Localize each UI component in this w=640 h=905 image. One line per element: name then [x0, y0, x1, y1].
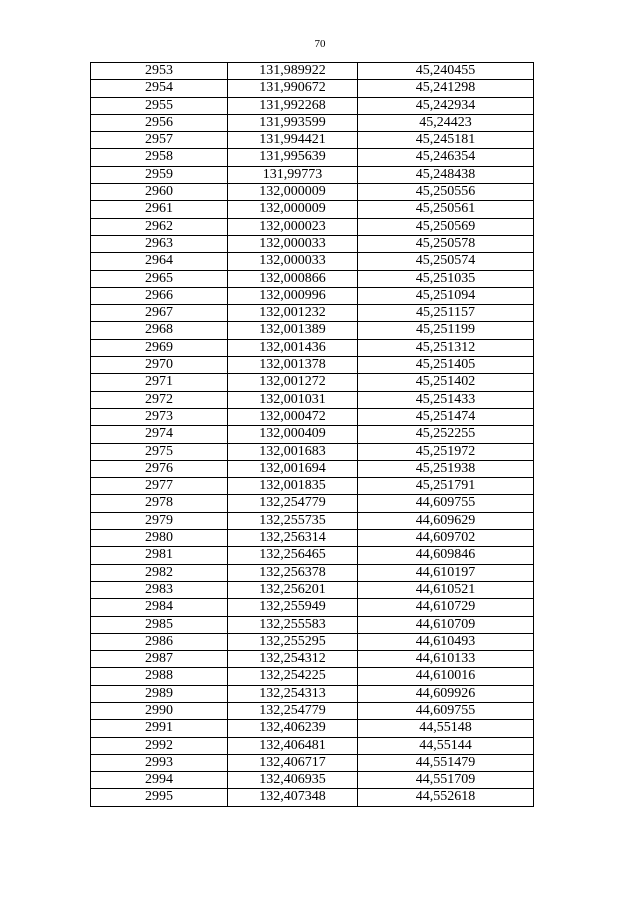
y-coordinate-cell: 44,610493	[358, 633, 534, 650]
table-row	[91, 97, 534, 114]
y-coordinate-cell: 44,610709	[358, 616, 534, 633]
y-coordinate-cell: 45,252255	[358, 426, 534, 443]
y-coordinate-cell: 45,248438	[358, 166, 534, 183]
point-number-cell: 2964	[91, 253, 228, 270]
table-row	[91, 374, 534, 391]
point-number-cell: 2981	[91, 547, 228, 564]
x-coordinate-cell: 132,254312	[228, 651, 358, 668]
table-row	[91, 80, 534, 97]
table-row	[91, 201, 534, 218]
y-coordinate-cell: 45,251094	[358, 287, 534, 304]
table-row	[91, 702, 534, 719]
y-coordinate-cell: 44,610133	[358, 651, 534, 668]
table-row	[91, 651, 534, 668]
x-coordinate-cell: 132,256201	[228, 581, 358, 598]
x-coordinate-cell: 132,255295	[228, 633, 358, 650]
table-row	[91, 478, 534, 495]
point-number-cell: 2979	[91, 512, 228, 529]
point-number-cell: 2967	[91, 305, 228, 322]
x-coordinate-cell: 132,255583	[228, 616, 358, 633]
point-number-cell: 2973	[91, 408, 228, 425]
point-number-cell: 2965	[91, 270, 228, 287]
point-number-cell: 2976	[91, 460, 228, 477]
y-coordinate-cell: 44,55144	[358, 737, 534, 754]
table-row	[91, 599, 534, 616]
point-number-cell: 2977	[91, 478, 228, 495]
x-coordinate-cell: 132,001389	[228, 322, 358, 339]
table-row	[91, 184, 534, 201]
y-coordinate-cell: 45,250578	[358, 235, 534, 252]
point-number-cell: 2968	[91, 322, 228, 339]
table-row	[91, 633, 534, 650]
point-number-cell: 2959	[91, 166, 228, 183]
x-coordinate-cell: 132,256378	[228, 564, 358, 581]
point-number-cell: 2988	[91, 668, 228, 685]
table-row	[91, 685, 534, 702]
x-coordinate-cell: 132,001272	[228, 374, 358, 391]
x-coordinate-cell: 131,990672	[228, 80, 358, 97]
point-number-cell: 2990	[91, 702, 228, 719]
table-row	[91, 391, 534, 408]
point-number-cell: 2993	[91, 754, 228, 771]
y-coordinate-cell: 45,251938	[358, 460, 534, 477]
table-row	[91, 287, 534, 304]
table-row	[91, 720, 534, 737]
table-row	[91, 357, 534, 374]
point-number-cell: 2961	[91, 201, 228, 218]
table-row	[91, 149, 534, 166]
x-coordinate-cell: 132,254779	[228, 702, 358, 719]
point-number-cell: 2954	[91, 80, 228, 97]
y-coordinate-cell: 45,250574	[358, 253, 534, 270]
x-coordinate-cell: 132,255735	[228, 512, 358, 529]
x-coordinate-cell: 132,000009	[228, 184, 358, 201]
x-coordinate-cell: 132,001378	[228, 357, 358, 374]
x-coordinate-cell: 131,995639	[228, 149, 358, 166]
coordinates-table	[90, 62, 534, 807]
x-coordinate-cell: 132,406481	[228, 737, 358, 754]
table-row	[91, 426, 534, 443]
x-coordinate-cell: 132,256465	[228, 547, 358, 564]
table-row	[91, 754, 534, 771]
y-coordinate-cell: 45,245181	[358, 132, 534, 149]
x-coordinate-cell: 132,256314	[228, 530, 358, 547]
y-coordinate-cell: 45,250561	[358, 201, 534, 218]
table-row	[91, 114, 534, 131]
point-number-cell: 2962	[91, 218, 228, 235]
table-row	[91, 443, 534, 460]
table-row	[91, 547, 534, 564]
x-coordinate-cell: 132,406935	[228, 772, 358, 789]
table-row	[91, 772, 534, 789]
y-coordinate-cell: 44,609926	[358, 685, 534, 702]
table-row	[91, 166, 534, 183]
y-coordinate-cell: 45,251474	[358, 408, 534, 425]
table-row	[91, 512, 534, 529]
y-coordinate-cell: 44,609702	[358, 530, 534, 547]
point-number-cell: 2957	[91, 132, 228, 149]
y-coordinate-cell: 45,251405	[358, 357, 534, 374]
x-coordinate-cell: 132,406717	[228, 754, 358, 771]
y-coordinate-cell: 45,242934	[358, 97, 534, 114]
y-coordinate-cell: 45,251157	[358, 305, 534, 322]
x-coordinate-cell: 131,993599	[228, 114, 358, 131]
table-row	[91, 253, 534, 270]
y-coordinate-cell: 45,246354	[358, 149, 534, 166]
point-number-cell: 2966	[91, 287, 228, 304]
y-coordinate-cell: 44,551709	[358, 772, 534, 789]
point-number-cell: 2982	[91, 564, 228, 581]
x-coordinate-cell: 132,001031	[228, 391, 358, 408]
y-coordinate-cell: 44,551479	[358, 754, 534, 771]
y-coordinate-cell: 45,241298	[358, 80, 534, 97]
point-number-cell: 2995	[91, 789, 228, 806]
point-number-cell: 2986	[91, 633, 228, 650]
y-coordinate-cell: 45,251433	[358, 391, 534, 408]
table-row	[91, 339, 534, 356]
point-number-cell: 2969	[91, 339, 228, 356]
y-coordinate-cell: 44,609755	[358, 702, 534, 719]
x-coordinate-cell: 132,001683	[228, 443, 358, 460]
point-number-cell: 2989	[91, 685, 228, 702]
point-number-cell: 2987	[91, 651, 228, 668]
point-number-cell: 2992	[91, 737, 228, 754]
y-coordinate-cell: 45,240455	[358, 63, 534, 80]
table-row	[91, 737, 534, 754]
y-coordinate-cell: 44,552618	[358, 789, 534, 806]
table-row	[91, 218, 534, 235]
point-number-cell: 2956	[91, 114, 228, 131]
x-coordinate-cell: 132,406239	[228, 720, 358, 737]
table-row	[91, 270, 534, 287]
point-number-cell: 2971	[91, 374, 228, 391]
point-number-cell: 2960	[91, 184, 228, 201]
point-number-cell: 2963	[91, 235, 228, 252]
table-row	[91, 564, 534, 581]
y-coordinate-cell: 45,251312	[358, 339, 534, 356]
table-row	[91, 581, 534, 598]
x-coordinate-cell: 132,000866	[228, 270, 358, 287]
x-coordinate-cell: 131,99773	[228, 166, 358, 183]
y-coordinate-cell: 45,251791	[358, 478, 534, 495]
x-coordinate-cell: 132,001694	[228, 460, 358, 477]
x-coordinate-cell: 132,254225	[228, 668, 358, 685]
y-coordinate-cell: 45,250556	[358, 184, 534, 201]
x-coordinate-cell: 132,000409	[228, 426, 358, 443]
point-number-cell: 2972	[91, 391, 228, 408]
point-number-cell: 2984	[91, 599, 228, 616]
x-coordinate-cell: 132,407348	[228, 789, 358, 806]
point-number-cell: 2994	[91, 772, 228, 789]
coordinates-table-body	[91, 63, 534, 807]
x-coordinate-cell: 132,000472	[228, 408, 358, 425]
table-row	[91, 132, 534, 149]
table-row	[91, 305, 534, 322]
y-coordinate-cell: 44,609846	[358, 547, 534, 564]
y-coordinate-cell: 44,610521	[358, 581, 534, 598]
x-coordinate-cell: 132,000009	[228, 201, 358, 218]
y-coordinate-cell: 45,251035	[358, 270, 534, 287]
x-coordinate-cell: 132,000996	[228, 287, 358, 304]
table-row	[91, 789, 534, 806]
x-coordinate-cell: 132,254779	[228, 495, 358, 512]
x-coordinate-cell: 132,000033	[228, 253, 358, 270]
point-number-cell: 2983	[91, 581, 228, 598]
y-coordinate-cell: 44,609755	[358, 495, 534, 512]
y-coordinate-cell: 44,609629	[358, 512, 534, 529]
y-coordinate-cell: 45,251402	[358, 374, 534, 391]
x-coordinate-cell: 131,992268	[228, 97, 358, 114]
table-row	[91, 616, 534, 633]
point-number-cell: 2980	[91, 530, 228, 547]
table-row	[91, 408, 534, 425]
table-row	[91, 235, 534, 252]
x-coordinate-cell: 132,001835	[228, 478, 358, 495]
y-coordinate-cell: 45,250569	[358, 218, 534, 235]
x-coordinate-cell: 131,989922	[228, 63, 358, 80]
point-number-cell: 2955	[91, 97, 228, 114]
x-coordinate-cell: 132,000033	[228, 235, 358, 252]
y-coordinate-cell: 44,55148	[358, 720, 534, 737]
x-coordinate-cell: 132,000023	[228, 218, 358, 235]
x-coordinate-cell: 132,255949	[228, 599, 358, 616]
x-coordinate-cell: 132,254313	[228, 685, 358, 702]
point-number-cell: 2974	[91, 426, 228, 443]
y-coordinate-cell: 45,251199	[358, 322, 534, 339]
y-coordinate-cell: 44,610197	[358, 564, 534, 581]
table-row	[91, 460, 534, 477]
point-number-cell: 2991	[91, 720, 228, 737]
point-number-cell: 2953	[91, 63, 228, 80]
table-row	[91, 322, 534, 339]
table-row	[91, 63, 534, 80]
y-coordinate-cell: 44,610016	[358, 668, 534, 685]
y-coordinate-cell: 45,251972	[358, 443, 534, 460]
table-row	[91, 530, 534, 547]
x-coordinate-cell: 132,001436	[228, 339, 358, 356]
x-coordinate-cell: 132,001232	[228, 305, 358, 322]
point-number-cell: 2975	[91, 443, 228, 460]
page-number: 70	[314, 38, 326, 50]
point-number-cell: 2958	[91, 149, 228, 166]
point-number-cell: 2970	[91, 357, 228, 374]
point-number-cell: 2978	[91, 495, 228, 512]
table-row	[91, 495, 534, 512]
y-coordinate-cell: 45,24423	[358, 114, 534, 131]
x-coordinate-cell: 131,994421	[228, 132, 358, 149]
y-coordinate-cell: 44,610729	[358, 599, 534, 616]
point-number-cell: 2985	[91, 616, 228, 633]
table-row	[91, 668, 534, 685]
